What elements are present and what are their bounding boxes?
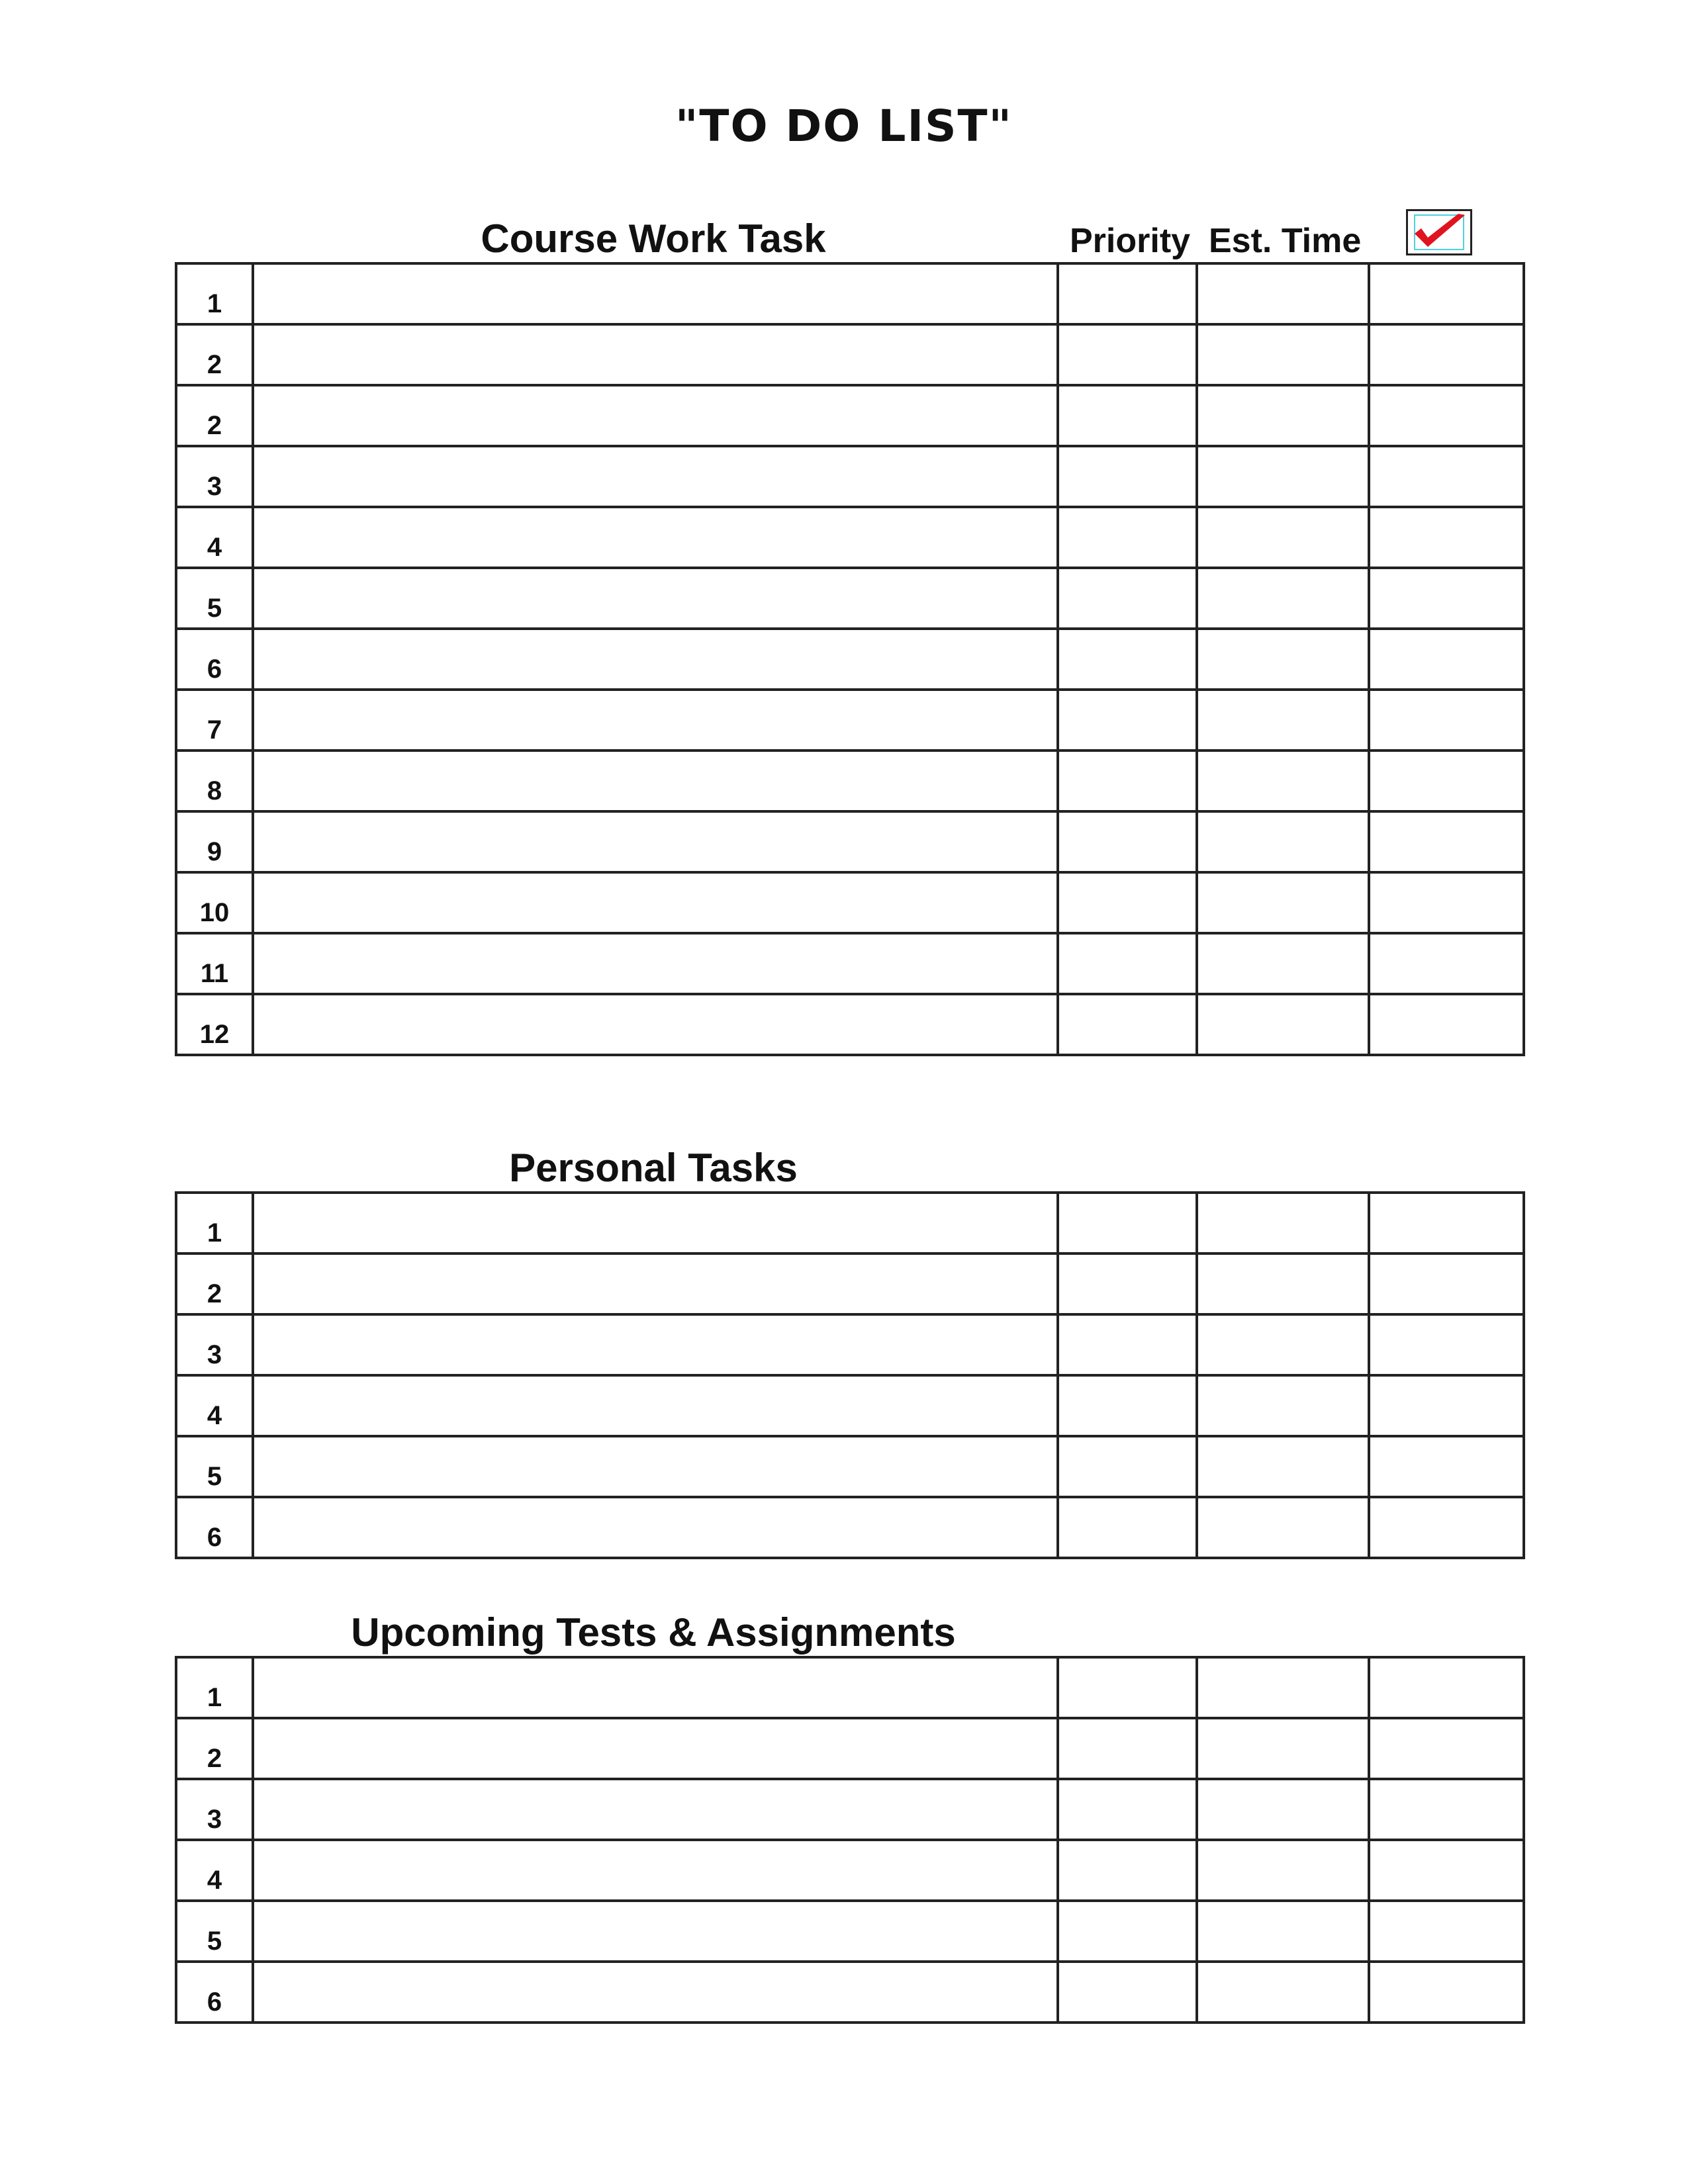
est-time-cell[interactable] [1197,1497,1369,1558]
est-time-column-header: Est. Time [1209,222,1362,260]
est-time-cell[interactable] [1197,872,1369,933]
done-cell[interactable] [1369,568,1524,629]
est-time-cell[interactable] [1197,1779,1369,1840]
row-number: 1 [176,1657,253,1718]
course-work-table [175,262,1525,1056]
priority-cell[interactable] [1058,1901,1197,1962]
table-row [176,568,1524,629]
row-number: 4 [176,1840,253,1901]
est-time-cell[interactable] [1197,1718,1369,1779]
priority-cell[interactable] [1058,324,1197,385]
table-row [176,994,1524,1055]
table-row [176,324,1524,385]
table-row [176,1901,1524,1962]
table-row [176,1314,1524,1375]
priority-cell[interactable] [1058,933,1197,994]
row-number: 5 [176,1901,253,1962]
priority-cell[interactable] [1058,1314,1197,1375]
task-cell[interactable] [253,811,1058,872]
est-time-cell[interactable] [1197,1436,1369,1497]
table-row [176,933,1524,994]
task-cell[interactable] [253,1436,1058,1497]
priority-cell[interactable] [1058,811,1197,872]
upcoming-tests-table [175,1656,1525,2024]
priority-cell[interactable] [1058,1497,1197,1558]
row-number: 2 [176,324,253,385]
est-time-cell[interactable] [1197,507,1369,568]
priority-cell[interactable] [1058,629,1197,690]
est-time-cell[interactable] [1197,568,1369,629]
priority-cell[interactable] [1058,1436,1197,1497]
row-number: 4 [176,1375,253,1436]
section-heading-course-work: Course Work Task [481,216,826,261]
table-row [176,1962,1524,2023]
task-cell[interactable] [253,1253,1058,1314]
task-cell[interactable] [253,263,1058,324]
row-number: 12 [176,994,253,1055]
done-cell[interactable] [1369,994,1524,1055]
task-cell[interactable] [253,1497,1058,1558]
row-number: 6 [176,1497,253,1558]
priority-cell[interactable] [1058,263,1197,324]
row-number: 5 [176,1436,253,1497]
task-cell[interactable] [253,446,1058,507]
est-time-cell[interactable] [1197,994,1369,1055]
task-cell[interactable] [253,994,1058,1055]
row-number: 6 [176,1962,253,2023]
table-row [176,629,1524,690]
task-cell[interactable] [253,1375,1058,1436]
est-time-cell[interactable] [1197,1840,1369,1901]
priority-cell[interactable] [1058,1657,1197,1718]
task-cell[interactable] [253,324,1058,385]
table-row [176,1497,1524,1558]
table-row [176,1253,1524,1314]
done-cell[interactable] [1369,324,1524,385]
est-time-cell[interactable] [1197,324,1369,385]
row-number: 4 [176,507,253,568]
priority-cell[interactable] [1058,994,1197,1055]
task-cell[interactable] [253,507,1058,568]
done-cell[interactable] [1369,629,1524,690]
table-row [176,263,1524,324]
table-row [176,446,1524,507]
table-row [176,811,1524,872]
table-row [176,1375,1524,1436]
done-cell[interactable] [1369,1497,1524,1558]
done-cell[interactable] [1369,872,1524,933]
est-time-cell[interactable] [1197,751,1369,811]
priority-cell[interactable] [1058,1840,1197,1901]
row-number: 3 [176,446,253,507]
est-time-cell[interactable] [1197,629,1369,690]
priority-cell[interactable] [1058,751,1197,811]
priority-cell[interactable] [1058,385,1197,446]
done-cell[interactable] [1369,1718,1524,1779]
row-number: 1 [176,1193,253,1253]
est-time-cell[interactable] [1197,1962,1369,2023]
table-row [176,507,1524,568]
priority-cell[interactable] [1058,690,1197,751]
table-row [176,1657,1524,1718]
checkmark-icon [1406,209,1472,255]
done-cell[interactable] [1369,1193,1524,1253]
done-cell[interactable] [1369,1657,1524,1718]
done-cell[interactable] [1369,811,1524,872]
done-cell[interactable] [1369,1436,1524,1497]
est-time-cell[interactable] [1197,690,1369,751]
table-row [176,1840,1524,1901]
est-time-cell[interactable] [1197,811,1369,872]
done-cell[interactable] [1369,1314,1524,1375]
row-number: 11 [176,933,253,994]
priority-cell[interactable] [1058,568,1197,629]
priority-cell[interactable] [1058,1375,1197,1436]
priority-cell[interactable] [1058,1962,1197,2023]
task-cell[interactable] [253,751,1058,811]
priority-column-header: Priority [1070,222,1191,260]
priority-cell[interactable] [1058,1718,1197,1779]
done-cell[interactable] [1369,1375,1524,1436]
table-row [176,1193,1524,1253]
done-cell[interactable] [1369,1840,1524,1901]
row-number: 2 [176,1253,253,1314]
section-heading-personal: Personal Tasks [509,1146,798,1190]
est-time-cell[interactable] [1197,263,1369,324]
row-number: 6 [176,629,253,690]
task-cell[interactable] [253,872,1058,933]
personal-tasks-table [175,1191,1525,1559]
task-cell[interactable] [253,1779,1058,1840]
done-cell[interactable] [1369,933,1524,994]
table-row [176,1436,1524,1497]
table-row [176,1779,1524,1840]
task-cell[interactable] [253,933,1058,994]
task-cell[interactable] [253,1718,1058,1779]
task-cell[interactable] [253,1193,1058,1253]
task-cell[interactable] [253,1657,1058,1718]
row-number: 9 [176,811,253,872]
est-time-cell[interactable] [1197,385,1369,446]
done-cell[interactable] [1369,1962,1524,2023]
row-number: 2 [176,385,253,446]
row-number: 7 [176,690,253,751]
priority-cell[interactable] [1058,872,1197,933]
table-row [176,751,1524,811]
task-cell[interactable] [253,385,1058,446]
table-row [176,690,1524,751]
est-time-cell[interactable] [1197,933,1369,994]
est-time-cell[interactable] [1197,1901,1369,1962]
done-cell[interactable] [1369,1253,1524,1314]
row-number: 8 [176,751,253,811]
task-cell[interactable] [253,1840,1058,1901]
priority-cell[interactable] [1058,446,1197,507]
done-cell[interactable] [1369,1901,1524,1962]
page-title: "TO DO LIST" [675,101,1013,152]
row-number: 2 [176,1718,253,1779]
row-number: 1 [176,263,253,324]
task-cell[interactable] [253,690,1058,751]
priority-cell[interactable] [1058,1779,1197,1840]
priority-cell[interactable] [1058,507,1197,568]
row-number: 3 [176,1779,253,1840]
est-time-cell[interactable] [1197,1314,1369,1375]
row-number: 5 [176,568,253,629]
table-row [176,872,1524,933]
table-row [176,385,1524,446]
priority-cell[interactable] [1058,1253,1197,1314]
done-cell[interactable] [1369,507,1524,568]
task-cell[interactable] [253,629,1058,690]
est-time-cell[interactable] [1197,1253,1369,1314]
est-time-cell[interactable] [1197,1657,1369,1718]
row-number: 3 [176,1314,253,1375]
table-row [176,1718,1524,1779]
done-cell[interactable] [1369,446,1524,507]
priority-cell[interactable] [1058,1193,1197,1253]
done-cell[interactable] [1369,385,1524,446]
done-cell[interactable] [1369,1779,1524,1840]
est-time-cell[interactable] [1197,446,1369,507]
done-cell[interactable] [1369,690,1524,751]
est-time-cell[interactable] [1197,1375,1369,1436]
section-heading-upcoming: Upcoming Tests & Assignments [351,1610,956,1655]
done-cell[interactable] [1369,263,1524,324]
done-cell[interactable] [1369,751,1524,811]
est-time-cell[interactable] [1197,1193,1369,1253]
task-cell[interactable] [253,1314,1058,1375]
row-number: 10 [176,872,253,933]
task-cell[interactable] [253,1962,1058,2023]
task-cell[interactable] [253,1901,1058,1962]
task-cell[interactable] [253,568,1058,629]
